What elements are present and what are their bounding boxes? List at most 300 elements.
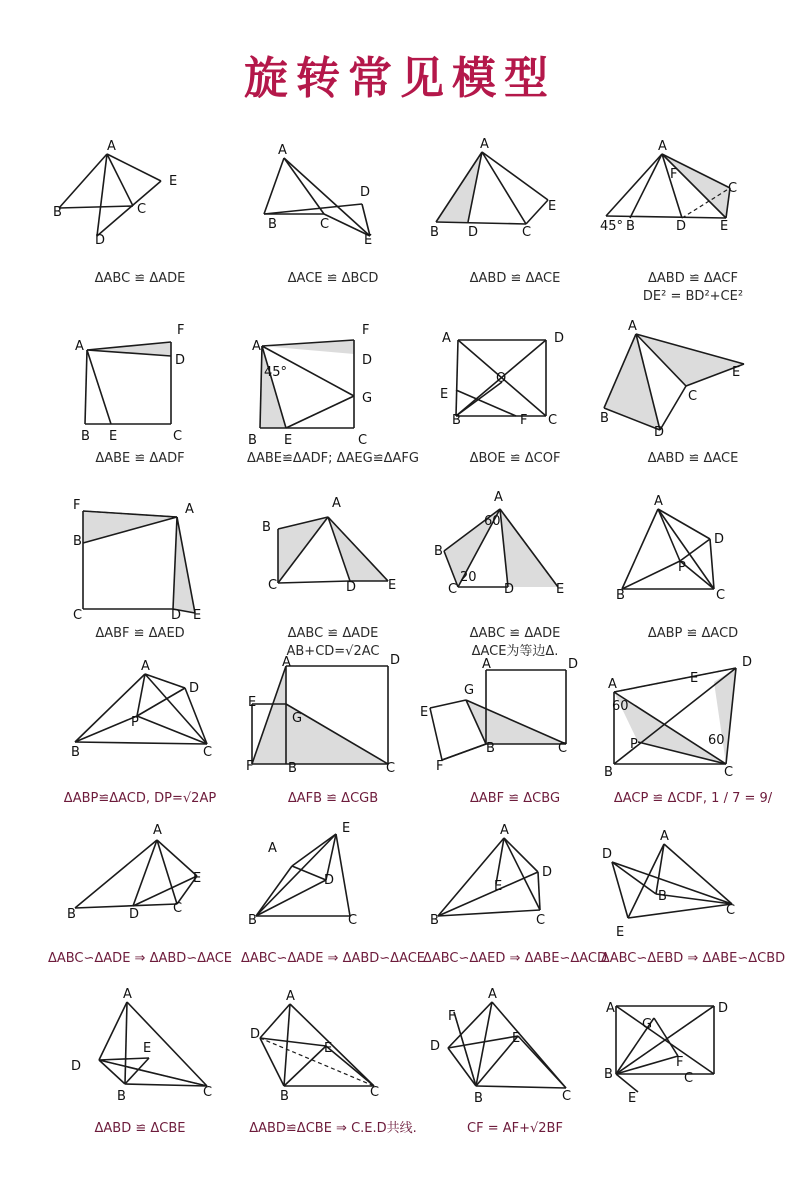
- segment: [264, 158, 284, 214]
- point-label: C: [348, 913, 358, 928]
- caption-line: ΔABF ≌ ΔCBG: [469, 791, 561, 806]
- geometry-figure: [238, 653, 428, 790]
- point-label: E: [512, 1031, 521, 1046]
- geometry-figure: [420, 820, 613, 950]
- segment: [284, 1046, 326, 1086]
- point-label: O: [496, 371, 507, 386]
- geometry-figure: [598, 820, 788, 950]
- segment: [482, 152, 548, 200]
- point-label: C: [370, 1085, 380, 1100]
- point-label: C: [522, 225, 532, 240]
- point-label: A: [482, 657, 491, 672]
- geometry-figure: [598, 495, 788, 625]
- point-label: C: [268, 578, 278, 593]
- point-label: A: [268, 841, 277, 856]
- point-label: B: [81, 429, 90, 444]
- point-label: B: [600, 411, 609, 426]
- caption-line: ΔABD ≌ ΔACE: [469, 271, 561, 286]
- point-label: B: [73, 534, 82, 549]
- point-label: A: [494, 490, 503, 505]
- point-label: C: [173, 429, 183, 444]
- point-label: A: [332, 496, 341, 511]
- caption-line: CF = AF+√2BF: [467, 1121, 563, 1136]
- point-label: A: [286, 989, 295, 1004]
- point-label: B: [658, 889, 667, 904]
- geometry-figure: [45, 987, 235, 1120]
- point-label: D: [676, 219, 687, 234]
- point-label: 60: [708, 733, 725, 748]
- page-title: 旋转常见模型: [244, 53, 556, 104]
- diagram-caption: [45, 790, 235, 808]
- point-label: B: [430, 225, 439, 240]
- point-label: D: [542, 865, 553, 880]
- diagram-cell: [45, 820, 235, 990]
- segment: [622, 561, 680, 589]
- segment: [456, 340, 458, 416]
- point-label: A: [153, 823, 162, 838]
- point-label: A: [442, 331, 451, 346]
- geometry-figure: [45, 495, 235, 625]
- diagram-caption: [420, 450, 610, 468]
- diagram-cell: [238, 320, 428, 490]
- point-label: F: [520, 413, 528, 428]
- segment: [612, 862, 656, 894]
- segment: [680, 539, 710, 561]
- point-label: D: [718, 1001, 729, 1016]
- point-label: D: [129, 907, 140, 922]
- diagram-caption: [238, 790, 428, 808]
- point-label: E: [548, 199, 557, 214]
- geometry-figure: [420, 657, 610, 790]
- point-label: D: [742, 655, 753, 670]
- segment: [97, 154, 107, 236]
- point-label: E: [248, 695, 257, 710]
- diagram-caption: [598, 790, 788, 808]
- segment: [107, 154, 133, 206]
- point-label: F: [246, 759, 254, 774]
- segment: [256, 866, 292, 916]
- point-label: E: [440, 387, 449, 402]
- segment: [99, 1002, 127, 1060]
- point-label: C: [173, 901, 183, 916]
- diagram-cell: [238, 653, 428, 830]
- point-label: D: [175, 353, 186, 368]
- segment: [482, 152, 526, 224]
- point-label: E: [732, 365, 741, 380]
- point-label: P: [131, 715, 139, 730]
- segment: [75, 716, 137, 742]
- point-label: D: [346, 580, 357, 595]
- point-label: E: [193, 871, 202, 886]
- segment: [456, 382, 502, 416]
- point-label: D: [362, 353, 373, 368]
- point-label: E: [324, 1041, 333, 1056]
- segment: [284, 1004, 290, 1086]
- segment: [438, 910, 540, 916]
- diagram-cell: [420, 820, 613, 990]
- diagram-caption: [420, 270, 610, 288]
- point-label: C: [724, 765, 734, 780]
- point-label: A: [628, 319, 637, 334]
- segment: [59, 206, 133, 208]
- diagram-cell: [598, 495, 788, 665]
- point-label: A: [252, 339, 261, 354]
- point-label: F: [670, 167, 678, 182]
- point-label: G: [362, 391, 373, 406]
- segment: [538, 872, 540, 910]
- segment: [362, 204, 370, 236]
- point-label: D: [71, 1059, 82, 1074]
- diagram-cell: [238, 140, 428, 310]
- point-label: D: [430, 1039, 441, 1054]
- segment: [518, 1036, 566, 1088]
- segment: [654, 1018, 678, 1056]
- point-label: D: [390, 653, 401, 668]
- point-label: E: [720, 219, 729, 234]
- point-label: C: [562, 1089, 572, 1104]
- point-label: B: [53, 205, 62, 220]
- geometry-figure: [238, 495, 428, 625]
- point-label: B: [117, 1089, 126, 1104]
- point-label: C: [548, 413, 558, 428]
- point-label: C: [203, 745, 213, 760]
- caption-line: ΔABD ≌ ΔACF: [648, 271, 738, 286]
- geometry-figure: [238, 140, 428, 270]
- diagram-caption: [598, 450, 788, 468]
- segment: [476, 1002, 492, 1086]
- point-label: B: [71, 745, 80, 760]
- diagram-caption: [238, 950, 428, 968]
- segment: [448, 1048, 476, 1086]
- point-label: A: [278, 143, 287, 158]
- diagram-cell: [420, 490, 610, 665]
- diagram-caption: [420, 1120, 610, 1138]
- caption-line: ΔABE≌ΔADF; ΔAEG≌ΔAFG: [247, 451, 419, 466]
- caption-line: ΔABC ≌ ΔADE: [469, 626, 561, 641]
- diagram-caption: [45, 1120, 235, 1138]
- point-label: C: [684, 1071, 694, 1086]
- diagram-cell: [598, 655, 788, 830]
- point-label: B: [604, 765, 613, 780]
- point-label: E: [628, 1091, 637, 1106]
- point-label: F: [73, 498, 81, 513]
- segment: [612, 862, 732, 904]
- point-label: B: [248, 913, 257, 928]
- caption-line: ΔABD ≌ ΔCBE: [94, 1121, 186, 1136]
- caption-line: ΔABC∽ΔADE ⇒ ΔABD∽ΔACE: [47, 951, 233, 966]
- point-label: P: [678, 560, 686, 575]
- segment: [442, 744, 486, 760]
- point-label: 45°: [264, 365, 288, 380]
- segment: [59, 154, 107, 208]
- caption-line: AB+CD=√2AC: [286, 644, 380, 659]
- caption-line: ΔABC∽ΔEBD ⇒ ΔABE∽ΔCBD: [600, 951, 786, 966]
- point-label: A: [660, 829, 669, 844]
- caption-line: ΔAFB ≌ ΔCGB: [287, 791, 379, 806]
- geometry-figure: [45, 820, 235, 950]
- segment: [336, 834, 350, 916]
- segment: [438, 872, 538, 916]
- geometry-figure: [598, 140, 788, 270]
- diagram-caption: [238, 270, 428, 288]
- point-label: C: [358, 433, 368, 448]
- point-label: A: [75, 339, 84, 354]
- point-label: A: [480, 137, 489, 152]
- diagram-caption: [598, 625, 788, 643]
- geometry-figure: [598, 320, 788, 450]
- caption-line: ΔABC∽ΔADE ⇒ ΔABD∽ΔACE: [240, 951, 426, 966]
- segment: [606, 154, 662, 216]
- caption-line: ΔACE为等边Δ.: [471, 644, 559, 659]
- diagram-caption: [598, 270, 788, 306]
- point-label: B: [430, 913, 439, 928]
- diagram-cell: [598, 990, 788, 1160]
- point-label: B: [262, 520, 271, 535]
- point-label: A: [282, 655, 291, 670]
- point-label: E: [143, 1041, 152, 1056]
- point-label: E: [364, 233, 373, 248]
- diagram-cell: [598, 820, 788, 990]
- point-label: E: [556, 582, 565, 597]
- segment: [628, 904, 732, 918]
- point-label: F: [448, 1009, 456, 1024]
- diagram-cell: [420, 137, 610, 310]
- point-label: C: [386, 761, 396, 776]
- segment: [260, 1038, 284, 1086]
- segment: [127, 1002, 207, 1086]
- point-label: B: [67, 907, 76, 922]
- point-label: C: [137, 202, 147, 217]
- caption-line: ΔABE ≌ ΔADF: [95, 451, 185, 466]
- caption-line: ΔABC∽ΔAED ⇒ ΔABE∽ΔACD: [422, 951, 608, 966]
- caption-line: ΔABP≌ΔACD, DP=√2AP: [63, 791, 217, 806]
- point-label: B: [474, 1091, 483, 1106]
- caption-line: ΔABF ≌ ΔAED: [95, 626, 185, 641]
- diagram-caption: [238, 450, 428, 468]
- point-label: A: [654, 494, 663, 509]
- segment: [664, 844, 732, 904]
- point-label: P: [630, 737, 638, 752]
- segment: [278, 581, 350, 583]
- segment: [606, 216, 726, 218]
- diagram-cell: [420, 320, 610, 490]
- geometry-figure: [420, 137, 610, 270]
- diagram-caption: [598, 950, 788, 968]
- point-label: E: [342, 821, 351, 836]
- segment: [107, 154, 161, 181]
- point-label: F: [436, 759, 444, 774]
- point-label: E: [284, 433, 293, 448]
- shaded-region: [262, 340, 354, 354]
- segment: [85, 350, 87, 424]
- diagram-cell: [598, 320, 788, 490]
- segment: [75, 904, 177, 908]
- point-label: A: [141, 659, 150, 674]
- point-label: D: [189, 681, 200, 696]
- segment: [430, 708, 442, 760]
- point-label: G: [464, 683, 475, 698]
- point-label: C: [203, 1085, 213, 1100]
- segment: [630, 154, 662, 218]
- segment: [326, 1046, 374, 1086]
- point-label: C: [728, 181, 738, 196]
- segment: [438, 838, 504, 916]
- point-label: B: [288, 761, 297, 776]
- segment: [616, 1056, 678, 1074]
- diagram-cell: [598, 140, 788, 310]
- geometry-figure: [420, 490, 610, 625]
- segment: [284, 158, 324, 214]
- diagram-cell: [45, 320, 235, 490]
- point-label: E: [616, 925, 625, 940]
- geometry-figure: [238, 990, 428, 1120]
- geometry-figure: [238, 320, 428, 450]
- diagram-cell: [45, 660, 235, 830]
- point-label: A: [185, 502, 194, 517]
- point-label: B: [486, 741, 495, 756]
- segment: [137, 716, 207, 744]
- point-label: D: [95, 233, 106, 248]
- point-label: D: [654, 425, 665, 440]
- geometry-figure: [45, 140, 235, 270]
- caption-line: ΔACE ≌ ΔBCD: [287, 271, 379, 286]
- geometry-figure: [598, 655, 788, 790]
- segment: [658, 509, 710, 539]
- diagram-cell: [45, 495, 235, 665]
- diagram-cell: [420, 987, 610, 1160]
- point-label: A: [608, 677, 617, 692]
- point-label: B: [434, 544, 443, 559]
- point-label: A: [107, 139, 116, 154]
- point-label: D: [250, 1027, 261, 1042]
- point-label: B: [616, 588, 625, 603]
- point-label: F: [177, 323, 185, 338]
- diagram-cell: [238, 990, 428, 1160]
- caption-line: ΔABC ≌ ΔADE: [94, 271, 186, 286]
- segment: [436, 222, 526, 224]
- point-label: F: [362, 323, 370, 338]
- point-label: B: [452, 413, 461, 428]
- diagram-caption: [420, 790, 610, 808]
- segment: [99, 1058, 149, 1060]
- point-label: A: [488, 987, 497, 1002]
- point-label: B: [268, 217, 277, 232]
- segment: [476, 1086, 566, 1088]
- segment: [125, 1002, 127, 1084]
- point-label: 60: [484, 514, 501, 529]
- segment: [75, 674, 145, 742]
- diagram-caption: [45, 450, 235, 468]
- diagram-cell: [420, 657, 610, 830]
- segment: [612, 862, 628, 918]
- point-label: E: [169, 174, 178, 189]
- point-label: C: [688, 389, 698, 404]
- diagram-caption: [420, 625, 610, 661]
- point-label: E: [109, 429, 118, 444]
- point-label: D: [554, 331, 565, 346]
- point-label: E: [193, 608, 202, 623]
- point-label: C: [716, 588, 726, 603]
- diagram-cell: [45, 140, 235, 310]
- diagram-caption: [45, 625, 235, 643]
- point-label: E: [494, 879, 503, 894]
- point-label: D: [360, 185, 371, 200]
- segment: [260, 1004, 290, 1038]
- point-label: 45°: [600, 219, 624, 234]
- segment: [504, 838, 538, 872]
- point-label: A: [606, 1001, 615, 1016]
- caption-line: ΔABD ≌ ΔACE: [647, 451, 739, 466]
- point-label: D: [324, 873, 335, 888]
- point-label: C: [726, 903, 736, 918]
- segment: [256, 880, 326, 916]
- point-label: D: [171, 608, 182, 623]
- point-label: D: [714, 532, 725, 547]
- geometry-figure: [45, 660, 235, 790]
- point-label: D: [468, 225, 479, 240]
- point-label: B: [280, 1089, 289, 1104]
- segment: [125, 1084, 207, 1086]
- geometry-figure: [45, 320, 235, 450]
- diagram-cell: [238, 495, 428, 665]
- point-label: D: [602, 847, 613, 862]
- geometry-figure: [238, 820, 428, 950]
- diagram-caption: [238, 1120, 428, 1138]
- point-label: C: [536, 913, 546, 928]
- point-label: C: [320, 217, 330, 232]
- caption-line: ΔBOE ≌ ΔCOF: [469, 451, 561, 466]
- point-label: E: [388, 578, 397, 593]
- segment: [658, 509, 714, 589]
- segment: [87, 350, 111, 424]
- segment: [622, 509, 658, 589]
- segment: [526, 200, 548, 224]
- point-label: B: [604, 1067, 613, 1082]
- segment: [614, 692, 726, 764]
- point-label: E: [420, 705, 429, 720]
- point-label: G: [642, 1017, 653, 1032]
- point-label: A: [500, 823, 509, 838]
- point-label: 20: [460, 570, 477, 585]
- diagram-caption: [420, 950, 610, 968]
- diagram-caption: [45, 950, 235, 968]
- segment: [75, 742, 207, 744]
- segment: [264, 204, 362, 214]
- diagram-cell: [238, 820, 428, 990]
- point-label: A: [658, 139, 667, 154]
- segment: [656, 894, 732, 904]
- segment: [660, 386, 686, 430]
- point-label: C: [558, 741, 568, 756]
- caption-line: ΔABP ≌ ΔACD: [647, 626, 739, 641]
- caption-line: ΔABC ≌ ΔADE: [287, 626, 379, 641]
- point-label: D: [504, 582, 515, 597]
- point-label: F: [676, 1055, 684, 1070]
- point-label: G: [292, 711, 303, 726]
- segment: [185, 688, 207, 744]
- point-label: 60: [612, 699, 629, 714]
- geometry-figure: [420, 987, 610, 1120]
- point-label: B: [626, 219, 635, 234]
- segment: [616, 1074, 638, 1092]
- diagram-caption: [45, 270, 235, 288]
- point-label: B: [248, 433, 257, 448]
- geometry-figure: [420, 320, 610, 450]
- point-label: A: [123, 987, 132, 1002]
- diagram-cell: [45, 987, 235, 1160]
- caption-line: ΔABD≌ΔCBE ⇒ C.E.D共线.: [249, 1121, 417, 1136]
- segment: [97, 181, 161, 236]
